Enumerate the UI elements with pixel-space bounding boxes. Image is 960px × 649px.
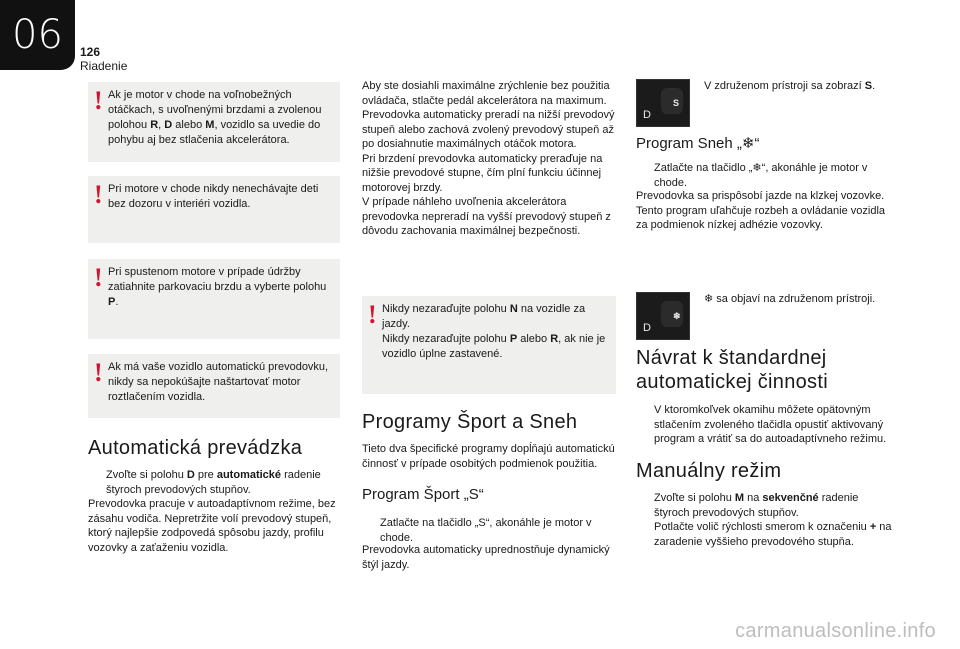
warning-icon: ! [94,86,103,115]
warning-text: Pri motore v chode nikdy nenechávajte deti bez dozoru v interiéri vozidla. [108,183,319,210]
paragraph: Prevodovka pracuje v autoadaptívnom režime, bez zásahu vodiča. Nepretržite volí prevodový stupeň, ktorý najlepšie zodpovedá spôsobu jazdy, profilu vozovky a zaťaženiu vozidla. [88,498,336,554]
warning-icon: ! [94,263,103,292]
bullet-text: V ktoromkoľvek okamihu môžete opätovným stlačením zvoleného tlačidla opustiť aktivovaný program a vrátiť sa do autoadaptívneho režimu. [654,404,887,445]
warning-box [88,176,340,243]
bullet-item [636,520,896,549]
section-heading: Manuálny režim [636,460,782,482]
warning-icon: ! [94,358,103,387]
instrument-cluster-image [636,79,690,127]
gear-indicator: D [643,109,651,121]
subsection-heading: Program Sneh „❄“ [636,135,760,152]
snowflake-icon: ❄ [673,311,681,321]
paragraph: Aby ste dosiahli maximálne zrýchlenie bez použitia ovládača, stlačte pedál akcelerátora na maximum. Prevodovka automaticky preradí na nižší prevodový stupeň alebo zachová zvolený prevodový stupeň až po dosiahnutie maximálnych otáčok motora. Pri brzdení prevodovka automaticky preraďuje na nižšie prevodové stupne, čím plní funkciu účinnej motorovej brzdy. V prípade náhleho uvoľnenia akcelerátora prevodovka nepreradí na vyšší prevodový stupeň z dôvodu zachovania maximálnej bezpečnosti. [362,80,615,237]
warning-text: Nikdy nezaraďujte polohu N na vozidle za jazdy. Nikdy nezaraďujte polohu P alebo R, ak nie je vozidlo úplne zastavené. [382,303,606,360]
bullet-item [362,516,617,545]
warning-box [362,296,616,394]
image-caption: ❄ sa objaví na združenom prístroji. [704,293,876,305]
gear-indicator: D [643,322,651,334]
warning-box [88,354,340,418]
bullet-item [636,403,896,447]
bullet-item [636,161,896,190]
page-number: 126 [80,45,101,59]
chapter-tab: 06 [0,0,75,70]
bullet-text: Zvoľte si polohu M na sekvenčné radenie štyroch prevodových stupňov. [654,492,859,519]
warning-icon: ! [368,300,377,329]
paragraph: Prevodovka automaticky uprednostňuje dynamický štýl jazdy. [362,544,610,571]
bullet-text: Zvoľte si polohu D pre automatické radenie štyroch prevodových stupňov. [106,469,321,496]
bullet-text: Zatlačte na tlačidlo „S“, akonáhle je motor v chode. [380,517,592,544]
paragraph: Prevodovka sa prispôsobí jazde na klzkej vozovke. Tento program uľahčuje rozbeh a ovládanie vozidla za podmienok nízkej adhézie vozovky. [636,190,886,231]
display-glow [661,88,683,114]
bullet-item [88,468,340,497]
warning-box [88,82,340,162]
subsection-heading: Program Šport „S“ [362,486,484,503]
paragraph: Tieto dva špecifické programy dopĺňajú automatickú činnosť v prípade osobitých podmienok použitia. [362,443,615,470]
warning-icon: ! [94,180,103,209]
bullet-text: Zatlačte na tlačidlo „❄“, akonáhle je motor v chode. [654,162,868,189]
watermark: carmanualsonline.info [735,620,936,642]
section-heading: Programy Šport a Sneh [362,411,578,433]
warning-text: Ak má vaše vozidlo automatickú prevodovku, nikdy sa nepokúšajte naštartovať motor roztlačením vozidla. [108,361,329,403]
instrument-cluster-image [636,292,690,340]
section-heading: Automatická prevádzka [88,437,303,459]
warning-box [88,259,340,339]
warning-text: Pri spustenom motore v prípade údržby zatiahnite parkovaciu brzdu a vyberte polohu P. [108,266,327,308]
section-heading: Návrat k štandardnej automatickej činnosti [636,347,828,393]
image-caption: V združenom prístroji sa zobrazí S. [704,80,876,92]
warning-text: Ak je motor v chode na voľnobežných otáčkach, s uvoľnenými brzdami a zvolenou polohou R, D alebo M, vozidlo sa uvedie do pohybu aj bez stlačenia akcelerátora. [108,89,322,146]
section-name: Riadenie [80,59,128,73]
bullet-text: Potlačte volič rýchlosti smerom k označeniu + na zaradenie vyššieho prevodového stupňa. [654,521,892,548]
mode-indicator: S [673,98,680,108]
bullet-item [636,491,896,520]
